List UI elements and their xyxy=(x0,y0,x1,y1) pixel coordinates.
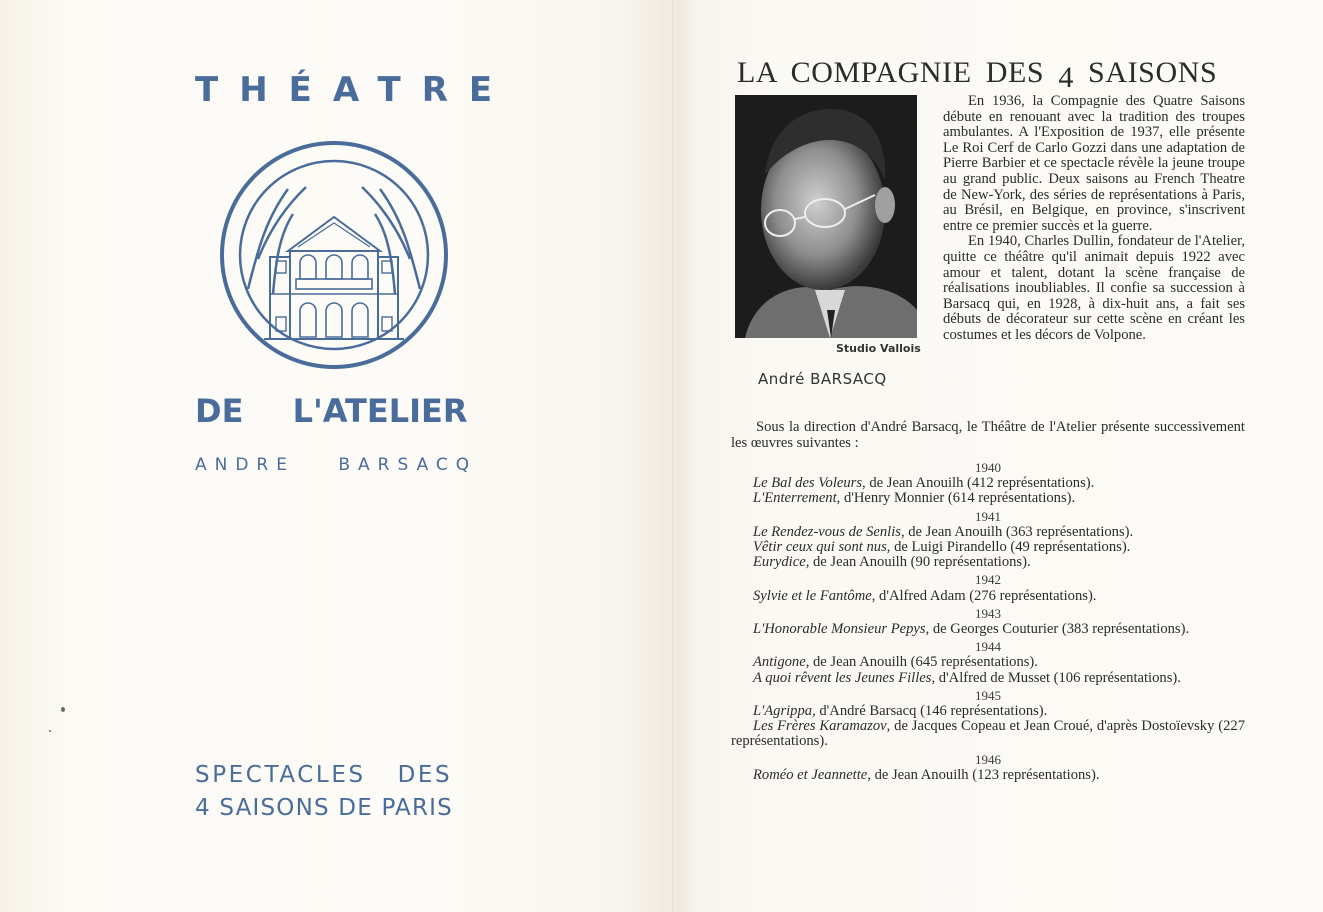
year-heading: 1942 xyxy=(975,572,1001,588)
article-title-number: 4 xyxy=(1058,61,1074,94)
work-title: Le Bal des Voleurs xyxy=(753,475,863,492)
work-title: Eurydice xyxy=(753,554,806,571)
work-title: Vêtir ceux qui sont nus xyxy=(753,539,887,556)
work-details: , d'Alfred Adam (276 représentations). xyxy=(871,587,1097,604)
work-entry xyxy=(731,622,1245,637)
article-title-part1: LA COMPAGNIE DES xyxy=(737,56,1045,89)
work-entry xyxy=(731,719,1245,749)
work-details: , d'Alfred de Musset (106 représentations). xyxy=(931,669,1181,686)
year-heading: 1941 xyxy=(975,508,1001,524)
work-details: , de Jean Anouilh (363 représentations). xyxy=(900,523,1134,540)
year-heading: 1944 xyxy=(975,639,1001,655)
portrait-photo xyxy=(735,95,917,338)
year-heading: 1940 xyxy=(975,460,1001,475)
work-title: Antigone xyxy=(753,654,806,671)
portrait-image-icon xyxy=(735,95,917,338)
cover-director: ANDRE BARSACQ xyxy=(195,455,478,475)
bio-paragraph: En 1936, la Compagnie des Quatre Saisons débute en renouant avec la tradition des troupes ambulantes. A l'Exposition de 1937, elle présente Le Roi Cerf de Carlo Gozzi dans une adaptation de Pierre Barbier et ce spectacle révèle la jeune troupe au grand public. Deux saisons au French Theatre de New-York, des séries de représentations à Paris, au Brésil, en Belgique, en province, s'inscrivent entre ce premier succès et la guerre. xyxy=(943,93,1245,234)
work-details: , de Jean Anouilh (645 représentations). xyxy=(805,654,1038,671)
work-title: L'Enterrement xyxy=(753,490,837,507)
work-entry xyxy=(731,525,1245,540)
work-entry xyxy=(731,555,1245,570)
photo-credit: Studio Vallois xyxy=(836,342,921,355)
work-entry xyxy=(731,768,1245,783)
work-title: L'Agrippa xyxy=(753,703,813,720)
work-title: A quoi rêvent les Jeunes Filles xyxy=(753,669,932,686)
article-title-part2: SAISONS xyxy=(1088,56,1218,89)
year-heading: 1945 xyxy=(975,687,1001,703)
article-title xyxy=(737,56,1218,94)
work-entry xyxy=(731,671,1245,686)
work-details: , de Georges Couturier (383 représentations). xyxy=(925,621,1190,638)
intro-paragraph: Sous la direction d'André Barsacq, le Théâtre de l'Atelier présente successivement les œuvres suivantes : xyxy=(731,419,1245,451)
work-title: L'Honorable Monsieur Pepys xyxy=(753,621,926,638)
cover-title: THÉATRE xyxy=(195,70,514,110)
year-heading: 1943 xyxy=(975,605,1001,621)
year-heading: 1946 xyxy=(975,751,1001,767)
work-details: , de Luigi Pirandello (49 représentations). xyxy=(886,539,1131,556)
work-details: , d'André Barsacq (146 représentations). xyxy=(812,703,1048,720)
cover-footer-line2: 4 SAISONS DE PARIS xyxy=(195,795,453,821)
work-details: , de Jean Anouilh (123 représentations). xyxy=(867,766,1100,783)
work-entry xyxy=(731,655,1245,670)
work-title: Roméo et Jeannette xyxy=(753,766,868,783)
bio-text xyxy=(943,94,1245,344)
work-entry xyxy=(731,589,1245,604)
bio-paragraph: En 1940, Charles Dullin, fondateur de l'Atelier, quitte ce théâtre qu'il animait depuis 1922 avec amour et talent, dotant la scène française de réalisations inoubliables. Il confie sa succession à Barsacq qui, en 1928, à dix-huit ans, a fait ses débuts de décorateur sur cette scène en créant les costumes et les décors de Volpone. xyxy=(943,233,1245,343)
work-entry xyxy=(731,491,1245,506)
work-details: , d'Henry Monnier (614 représentations). xyxy=(836,490,1076,507)
cover-subtitle: DE L'ATELIER xyxy=(195,392,468,430)
works-intro xyxy=(731,420,1245,451)
work-title: Les Frères Karamazov xyxy=(753,718,887,735)
paper-speck xyxy=(49,730,51,732)
photo-caption: André BARSACQ xyxy=(758,370,887,388)
work-title: Le Rendez-vous de Senlis xyxy=(753,523,901,540)
book-spine xyxy=(672,0,676,912)
work-details: , de Jean Anouilh (412 représentations). xyxy=(862,475,1095,492)
work-title: Sylvie et le Fantôme xyxy=(753,587,872,604)
work-details: , de Jean Anouilh (90 représentations). xyxy=(805,554,1031,571)
theatre-emblem-icon xyxy=(218,139,450,371)
cover-footer-line1: SPECTACLES DES xyxy=(195,762,453,788)
work-entry xyxy=(731,540,1245,555)
work-details: , de Jacques Copeau et Jean Croué, d'après Dostoïevsky (227 représentations). xyxy=(731,718,1245,750)
work-entry xyxy=(731,704,1245,719)
work-entry xyxy=(731,476,1245,491)
paper-speck xyxy=(61,707,65,712)
works-list xyxy=(731,458,1245,783)
